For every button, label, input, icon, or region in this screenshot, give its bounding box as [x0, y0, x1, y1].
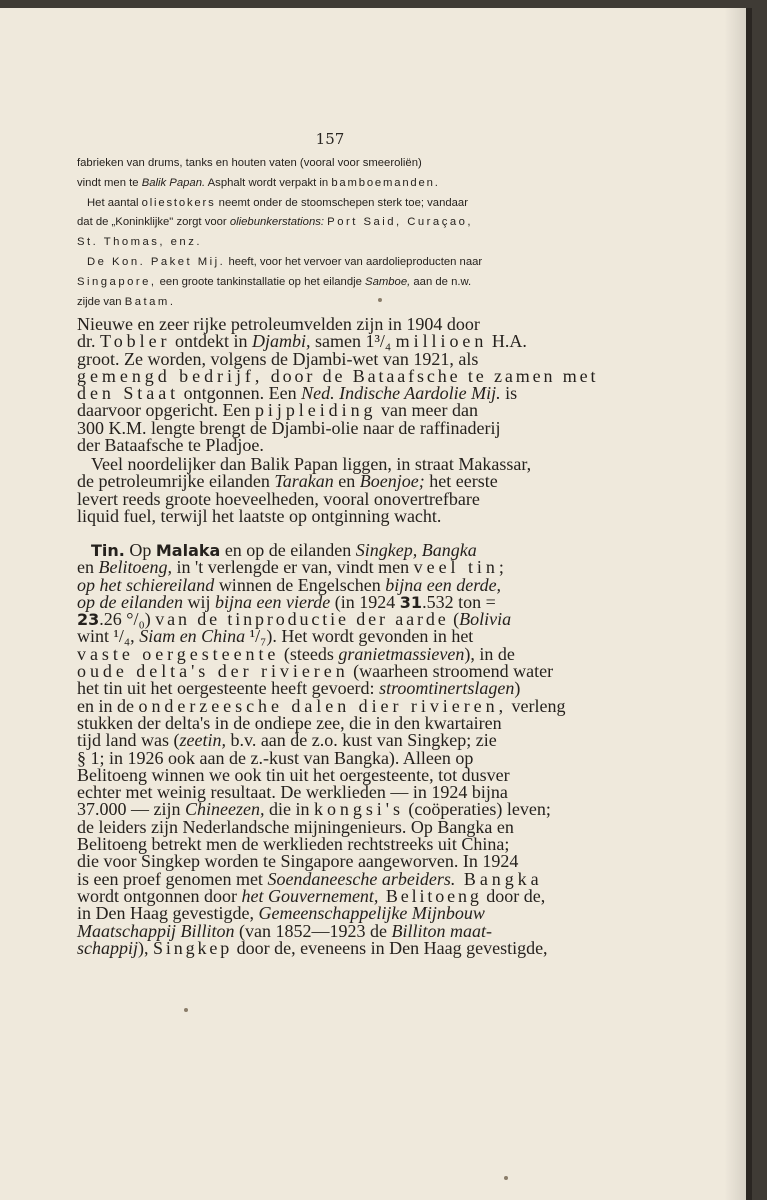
text-line: St. Thomas, enz. — [77, 236, 202, 249]
text-line: dr. Tobler ontdekt in Djambi, samen 1³/₄ millioen H.A. — [77, 331, 527, 352]
text-line: die voor Singkep worden te Singapore aangeworven. In 1924 — [77, 851, 519, 872]
paragraph-tin — [77, 542, 667, 957]
page-edge-shadow — [724, 8, 746, 1200]
text-line: 23.26 °/₀) van de tinproductie der aarde (Bolivia — [77, 609, 512, 630]
speck-mark — [184, 1008, 188, 1012]
page-number: 157 — [315, 130, 345, 148]
text-line: der Bataafsche te Pladjoe. — [77, 435, 264, 456]
book-page — [0, 8, 752, 1200]
text-line: Singapore, een groote tankinstallatie op het eilandje Samboe, aan de n.w. — [77, 275, 472, 288]
speck-mark — [504, 1176, 508, 1180]
text-line: echter met weinig resultaat. De werklieden — in 1924 bijna — [77, 782, 508, 803]
paragraph-djambi — [77, 316, 667, 454]
text-line: Belitoeng betrekt men de werklieden rechtstreeks uit China; — [77, 834, 510, 855]
paragraph-tarakan — [77, 456, 667, 525]
text-line: en Belitoeng, in 't verlengde er van, vindt men veel tin; — [77, 557, 508, 578]
text-line: oude delta's der rivieren (waarheen stroomend water — [77, 661, 554, 682]
text-line: is een proef genomen met Soendaneesche arbeiders. Bangka — [77, 868, 543, 889]
text-line: liquid fuel, terwijl het laatste op ontginning wacht. — [77, 505, 442, 526]
text-line: en in de onderzeesche dalen dier rivieren, verleng — [77, 695, 566, 716]
text-line: schappij), Singkep door de, eveneens in Den Haag gevestigde, — [77, 937, 548, 958]
speck-mark — [378, 298, 382, 302]
text-line: stukken der delta's in de ondiepe zee, die in den kwartairen — [77, 712, 502, 733]
text-line: de petroleumrijke eilanden Tarakan en Boenjoe; het eerste — [77, 471, 498, 492]
text-line: wordt ontgonnen door het Gouvernement, Belitoeng door de, — [77, 885, 546, 906]
text-line: Tin. Op Malaka en op de eilanden Singkep, Bangka — [91, 540, 477, 560]
text-line: Veel noordelijker dan Balik Papan liggen, in straat Makassar, — [91, 454, 532, 474]
text-line: zijde van Batam. — [77, 295, 176, 308]
text-line: tijd land was (zeetin, b.v. aan de z.o. kust van Singkep; zie — [77, 730, 497, 751]
text-line: het tin uit het oergesteente heeft gevoerd: stroomtinertslagen) — [77, 678, 521, 699]
text-line: Belitoeng winnen we ook tin uit het oergesteente, tot dusver — [77, 764, 510, 785]
text-line: 300 K.M. lengte brengt de Djambi-olie naar de raffinaderij — [77, 417, 501, 438]
text-line: op de eilanden wij bijna een vierde (in 1924 31.532 ton = — [77, 591, 496, 612]
text-line: De Kon. Paket Mij. heeft, voor het vervoer van aardolieproducten naar — [87, 255, 483, 268]
text-line: dat de „Koninklijke" zorgt voor oliebunkerstations: Port Said, Curaçao, — [77, 216, 473, 229]
text-line: Nieuwe en zeer rijke petroleumvelden zijn in 1904 door — [77, 314, 480, 334]
text-line: daarvoor opgericht. Een pijpleiding van meer dan — [77, 400, 478, 421]
text-line: gemengd bedrijf, door de Bataafsche te zamen met — [77, 365, 599, 386]
text-line: in Den Haag gevestigde, Gemeenschappelijke Mijnbouw — [77, 903, 485, 924]
text-line: groot. Ze worden, volgens de Djambi-wet van 1921, als — [77, 348, 479, 369]
text-line: wint ¹/₄, Siam en China ¹/₇). Het wordt gevonden in het — [77, 626, 474, 647]
text-line: levert reeds groote hoeveelheden, vooral onovertrefbare — [77, 488, 480, 509]
text-line: Het aantal oliestokers neemt onder de stoomschepen sterk toe; vandaar — [87, 196, 468, 209]
small-print-block — [77, 154, 667, 312]
text-line: 37.000 — zijn Chineezen, die in kongsi's (coöperaties) leven; — [77, 799, 551, 820]
text-line: op het schiereiland winnen de Engelschen bijna een derde, — [77, 574, 502, 595]
text-line: § 1; in 1926 ook aan de z.-kust van Bangka). Alleen op — [77, 747, 474, 768]
text-line: vaste oergesteente (steeds granietmassieven), in de — [77, 643, 515, 664]
text-line: den Staat ontgonnen. Een Ned. Indische Aardolie Mij. is — [77, 383, 518, 404]
text-line: vindt men te Balik Papan. Asphalt wordt verpakt in bamboemanden. — [77, 176, 440, 189]
text-line: Maatschappij Billiton (van 1852—1923 de Billiton maat- — [77, 920, 492, 941]
text-line: de leiders zijn Nederlandsche mijningenieurs. Op Bangka en — [77, 816, 514, 837]
text-line: fabrieken van drums, tanks en houten vaten (vooral voor smeeroliën) — [77, 157, 422, 169]
